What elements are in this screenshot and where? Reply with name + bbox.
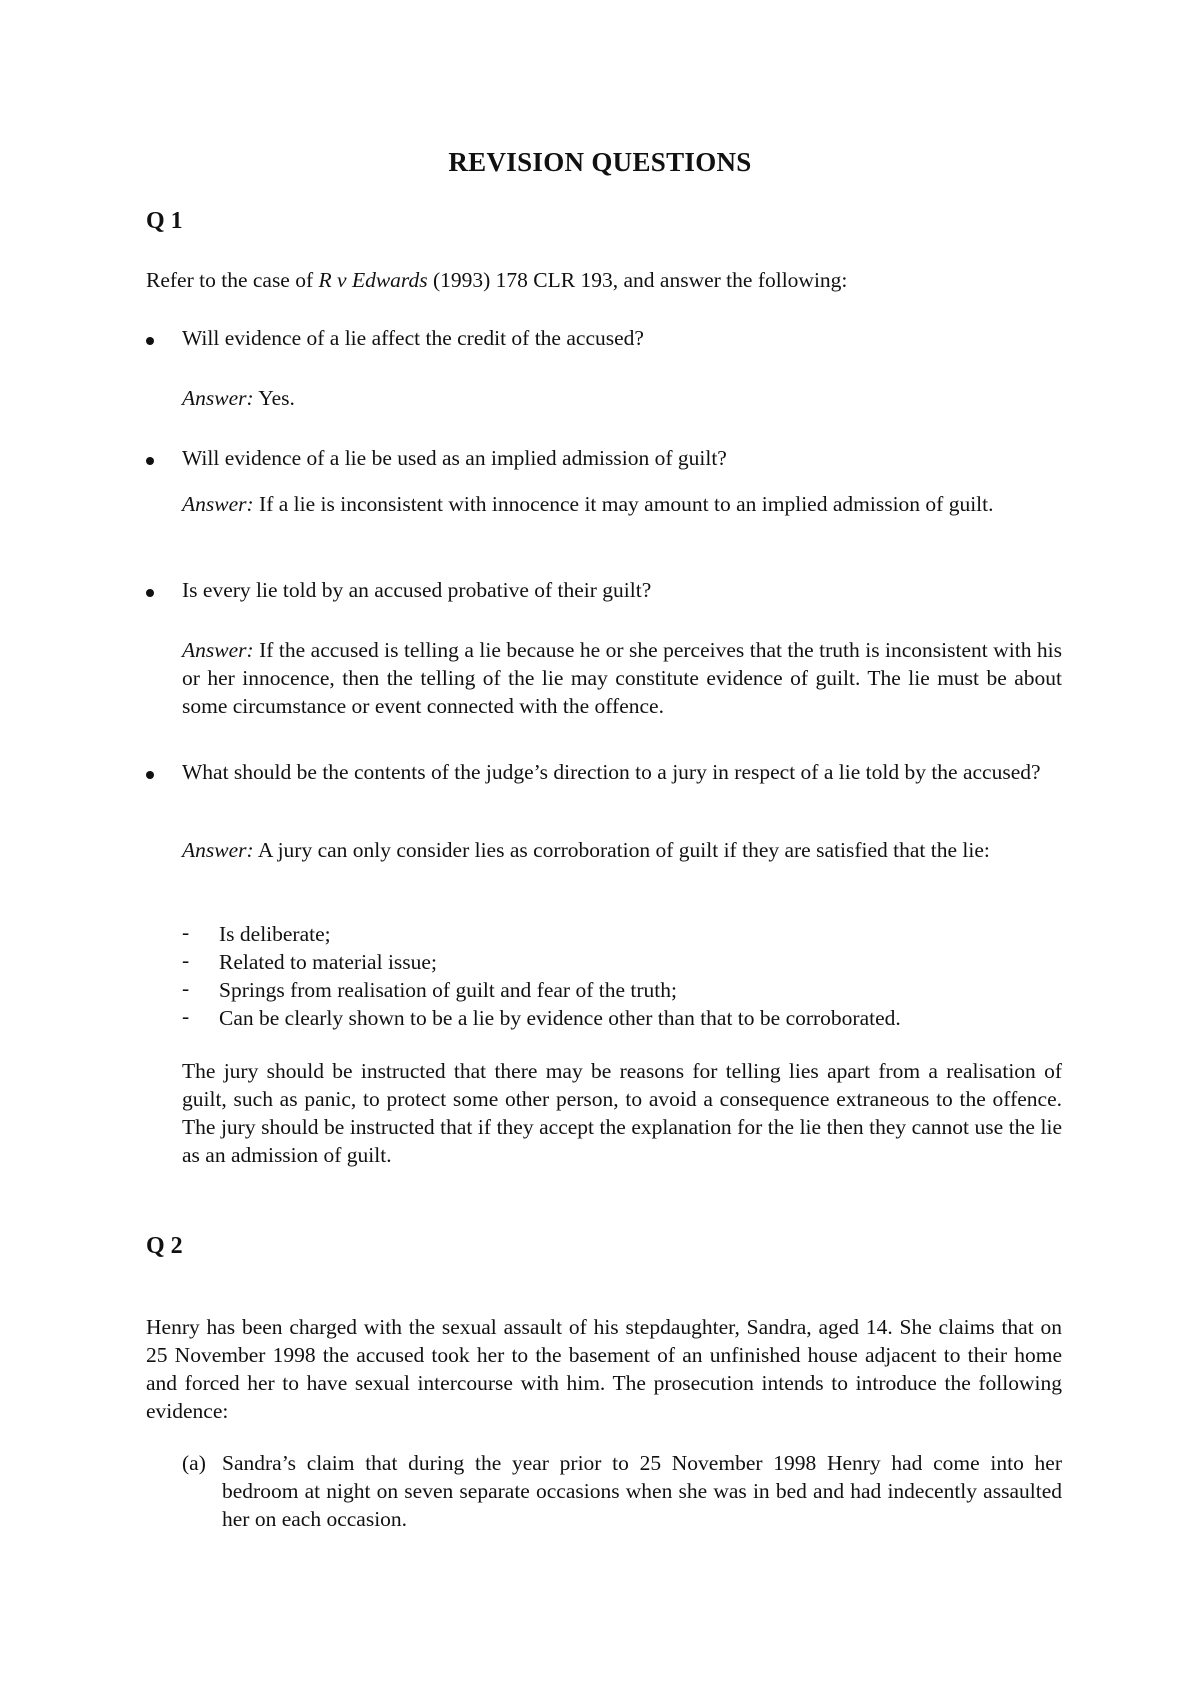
dash-list-item: Related to material issue; — [219, 950, 437, 974]
answer-text: Yes. — [253, 386, 295, 410]
bullet-icon — [146, 589, 154, 597]
q1-item-1-answer — [182, 384, 295, 412]
dash-marker: - — [182, 920, 190, 944]
answer-label: Answer: — [182, 638, 254, 662]
q2-heading: Q 2 — [146, 1233, 183, 1259]
bullet-icon — [146, 337, 154, 345]
answer-label: Answer: — [182, 838, 254, 862]
q1-item-3-answer — [182, 636, 1062, 720]
q1-item-4-answer — [182, 836, 1062, 864]
answer-label: Answer: — [182, 386, 254, 410]
q1-heading: Q 1 — [146, 208, 183, 234]
q2-item-a-marker: (a) — [182, 1451, 206, 1475]
q1-item-2-answer — [182, 490, 1062, 518]
dash-marker: - — [182, 948, 190, 972]
q1-intro — [146, 266, 847, 294]
dash-marker: - — [182, 1004, 190, 1028]
answer-text: If a lie is inconsistent with innocence it may amount to an implied admission of guilt. — [253, 492, 994, 516]
q2-item-a-text: Sandra’s claim that during the year prior to 25 November 1998 Henry had come into her bedroom at night on seven separate occasions when she was in bed and had indecently assaulted her on each occasion. — [222, 1451, 1062, 1531]
q1-closing-paragraph: The jury should be instructed that there may be reasons for telling lies apart from a realisation of guilt, such as panic, to protect some other person, to avoid a consequence extraneous to the offence. The jury should be instructed that if they accept the explanation for the lie then they cannot use the lie as an admission of guilt. — [182, 1059, 1062, 1167]
q1-item-1-question: Will evidence of a lie affect the credit of the accused? — [182, 326, 644, 350]
q1-intro-after: (1993) 178 CLR 193, and answer the following: — [427, 268, 848, 292]
q1-item-3-question: Is every lie told by an accused probative of their guilt? — [182, 578, 652, 602]
answer-label: Answer: — [182, 492, 254, 516]
dash-list-item: Springs from realisation of guilt and fear of the truth; — [219, 978, 677, 1002]
q1-item-2-question: Will evidence of a lie be used as an implied admission of guilt? — [182, 446, 727, 470]
page-title: REVISION QUESTIONS — [448, 147, 752, 177]
q1-intro-before: Refer to the case of — [146, 268, 319, 292]
bullet-icon — [146, 457, 154, 465]
q1-item-4-question: What should be the contents of the judge’s direction to a jury in respect of a lie told by the accused? — [182, 760, 1041, 784]
q1-case-name: R v Edwards — [318, 268, 428, 292]
dash-list-item: Is deliberate; — [219, 922, 331, 946]
bullet-icon — [146, 771, 154, 779]
answer-text: If the accused is telling a lie because he or she perceives that the truth is inconsistent with his or her innocence, then the telling of the lie may constitute evidence of guilt. The lie must be about some circumstance or event connected with the offence. — [182, 638, 1062, 718]
dash-list-item: Can be clearly shown to be a lie by evidence other than that to be corroborated. — [219, 1006, 901, 1030]
answer-text: A jury can only consider lies as corroboration of guilt if they are satisfied that the lie: — [253, 838, 990, 862]
dash-marker: - — [182, 976, 190, 1000]
q2-scenario: Henry has been charged with the sexual assault of his stepdaughter, Sandra, aged 14. She claims that on 25 November 1998 the accused took her to the basement of an unfinished house adjacent to their home and forced her to have sexual intercourse with him. The prosecution intends to introduce the following evidence: — [146, 1315, 1062, 1423]
